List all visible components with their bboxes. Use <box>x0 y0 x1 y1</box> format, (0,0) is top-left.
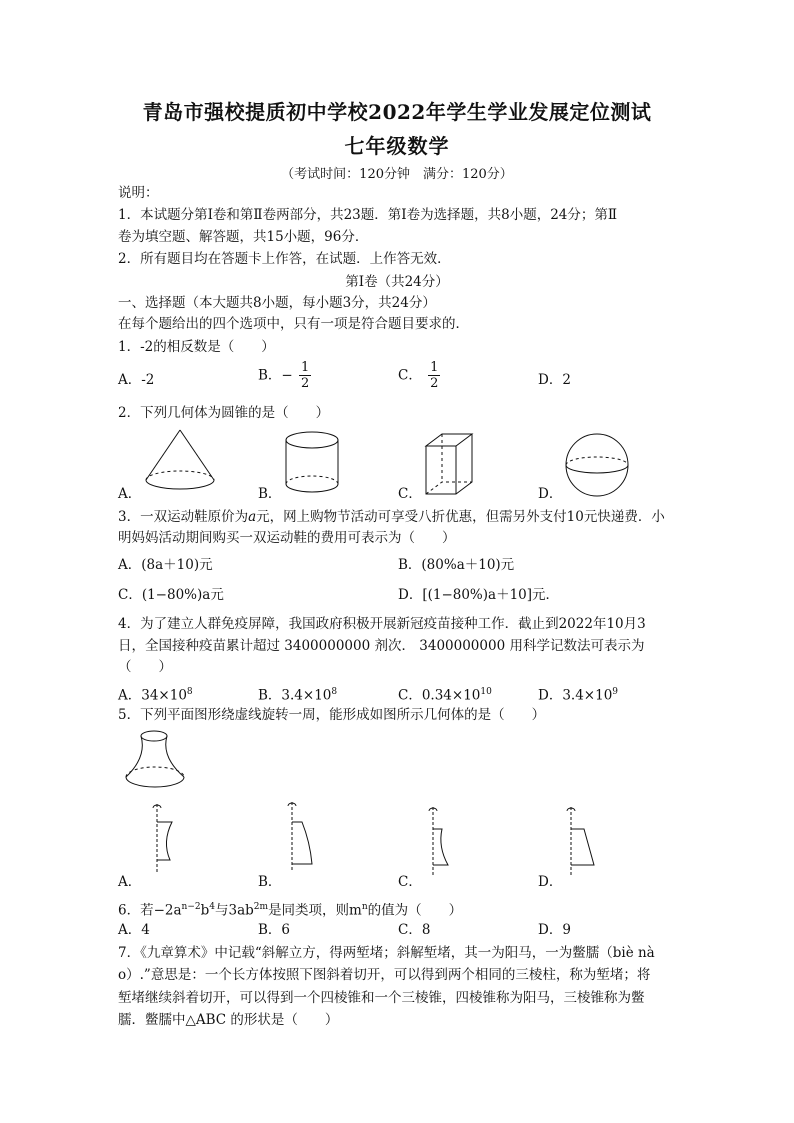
q3-line1b: 元，网上购物节活动可享受八折优惠，但需另外支付10元快递费．小 <box>256 509 665 525</box>
part-title: 一、选择题（本大题共8小题，每小题3分，共24分） <box>118 295 436 311</box>
q2-option-b: B． <box>258 486 282 502</box>
q1-stem: 1．-2的相反数是（ ） <box>118 339 275 355</box>
q4-option-d <box>538 682 618 706</box>
q1-option-c-fraction <box>428 360 440 391</box>
q5-option-b: B． <box>258 874 282 890</box>
q3-option-c: C．(1−80%)a元 <box>118 587 224 603</box>
q1-option-c-prefix: C． <box>398 367 422 384</box>
q3-option-d: D．[(1−80%)a＋10]元． <box>398 587 560 603</box>
q7-line3: 堑堵继续斜着切开，可以得到一个四棱锥和一个三棱锥，四棱锥称为阳马，三棱锥称为鳖 <box>118 990 645 1006</box>
q6-stem-b: b <box>200 902 210 919</box>
q4-option-a-text: A．34×10 <box>118 687 187 704</box>
q5-option-c: C． <box>398 874 422 890</box>
instruction-1b: 卷为填空题、解答题，共15小题，96分． <box>118 229 369 245</box>
instruction-1a: 1．本试题分第Ⅰ卷和第Ⅱ卷两部分，共23题．第Ⅰ卷为选择题，共8小题，24分；第Ⅱ <box>118 207 618 223</box>
q7-line1: 7．《九章算术》中记载“斜解立方，得两堑堵；斜解堑堵，其一为阳马，一为鳖臑（biè nà <box>118 945 655 961</box>
q1-option-b <box>258 360 313 391</box>
q6-stem <box>118 897 698 921</box>
q4-option-c-exp: 10 <box>480 687 492 697</box>
q6-exp3: 2m <box>253 902 269 912</box>
q3-option-a: A．(8a＋10)元 <box>118 557 213 573</box>
q4-option-d-text: D．3.4×10 <box>538 687 613 704</box>
instruction-2: 2．所有题目均在答题卡上作答，在试题．上作答无效． <box>118 251 451 267</box>
q4-option-c <box>398 682 492 706</box>
q2-stem: 2．下列几何体为圆锥的是（ ） <box>118 405 330 421</box>
q4-line3: （ ） <box>118 659 172 675</box>
q2-option-d: D． <box>538 486 563 502</box>
exam-info: （考试时间：120分钟 满分：120分） <box>281 167 513 182</box>
cone-figure <box>140 428 220 496</box>
q1-option-d: D．2 <box>538 372 571 388</box>
q4-option-a <box>118 682 193 706</box>
q5-option-a: A． <box>118 874 142 890</box>
fraction-denominator: 2 <box>430 376 439 391</box>
q1-option-b-fraction <box>299 360 311 391</box>
q3-line1a: 3．一双运动鞋原价为 <box>118 509 249 525</box>
q4-line1: 4．为了建立人群免疫屏障，我国政府积极开展新冠疫苗接种工作．截止到2022年10月3 <box>118 616 646 632</box>
q1-option-b-prefix: B．− <box>258 367 293 384</box>
q4-option-b-text: B．3.4×10 <box>258 687 332 704</box>
q5-option-d: D． <box>538 874 563 890</box>
fraction-numerator: 1 <box>430 360 439 375</box>
q5-option-c-figure <box>424 803 464 879</box>
q6-stem-d: 是同类项，则m <box>268 902 362 919</box>
q5-option-b-figure <box>282 798 322 874</box>
q6-option-d: D．9 <box>538 922 571 938</box>
q5-stem: 5．下列平面图形绕虚线旋转一周，能形成如图所示几何体的是（ ） <box>118 707 546 723</box>
q6-option-c: C．8 <box>398 922 431 938</box>
q1-option-a: A．-2 <box>118 372 155 388</box>
fraction-numerator: 1 <box>301 360 310 375</box>
q4-option-c-text: C．0.34×10 <box>398 687 481 704</box>
q6-exp2: 4 <box>209 902 216 912</box>
q6-exp4: n <box>361 902 368 912</box>
prism-figure <box>422 432 478 496</box>
q6-stem-e: 的值为（ ） <box>367 902 463 919</box>
exam-title: 青岛市强校提质初中学校2022年学生学业发展定位测试 <box>142 100 652 124</box>
section-heading: 第Ⅰ卷（共24分） <box>345 274 449 290</box>
q3-line1 <box>118 507 698 527</box>
q4-option-b <box>258 682 337 706</box>
q7-line2: o）.”意思是：一个长方体按照下图斜着切开，可以得到两个相同的三棱柱，称为堑堵；将 <box>118 967 651 983</box>
sphere-figure <box>564 432 630 498</box>
q4-option-a-exp: 8 <box>186 687 193 697</box>
q5-option-d-figure <box>562 803 606 879</box>
q2-option-c: C． <box>398 486 422 502</box>
instructions-label: 说明： <box>118 185 159 201</box>
q3-line2: 明妈妈活动期间购买一双运动鞋的费用可表示为（ ） <box>118 530 456 546</box>
q4-line2: 日，全国接种疫苗累计超过 3400000000 剂次． 3400000000 用科学记数法可表示为 <box>118 638 645 654</box>
q4-option-d-exp: 9 <box>612 687 619 697</box>
q3-option-b: B．(80%a＋10)元 <box>398 557 515 573</box>
q6-option-b: B．6 <box>258 922 291 938</box>
q2-option-a: A． <box>118 486 142 502</box>
fraction-denominator: 2 <box>301 376 310 391</box>
solid-of-revolution-figure <box>120 727 200 793</box>
q6-option-a: A．4 <box>118 922 150 938</box>
q5-option-a-figure <box>146 800 186 876</box>
q6-exp1: n−2 <box>181 902 201 912</box>
cylinder-figure <box>282 430 342 498</box>
q1-option-c <box>398 360 442 391</box>
exam-subject: 七年级数学 <box>344 134 450 158</box>
q4-option-b-exp: 8 <box>331 687 338 697</box>
q7-line4: 臑．鳖臑中△ABC 的形状是（ ） <box>118 1012 339 1028</box>
q3-var-a: a <box>248 509 257 525</box>
q6-stem-a: 6．若−2a <box>118 902 182 919</box>
q6-stem-c: 与3ab <box>215 902 254 919</box>
part-note: 在每个题给出的四个选项中，只有一项是符合题目要求的． <box>118 316 469 332</box>
